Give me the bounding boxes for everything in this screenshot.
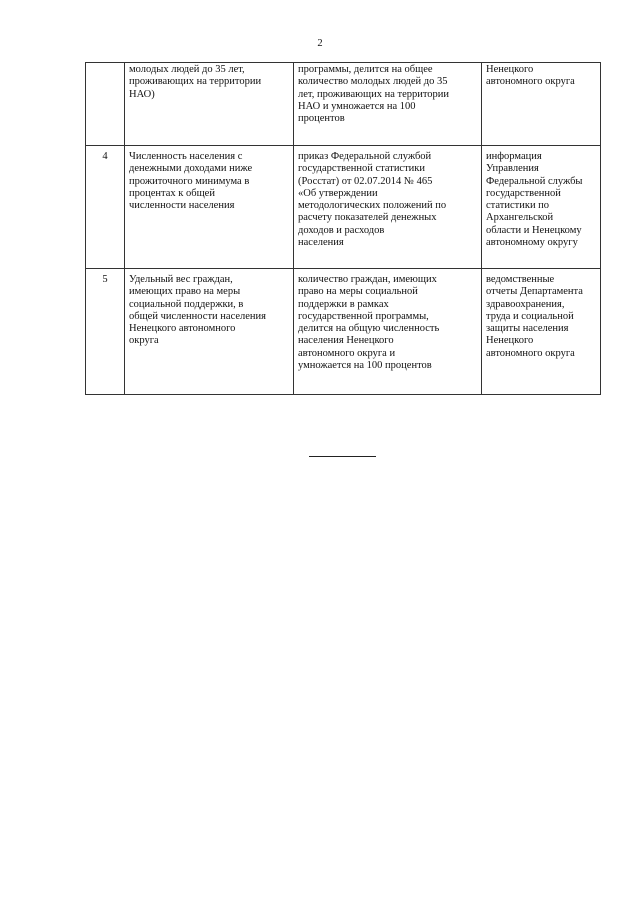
data-source-cell: информация Управления Федеральной службы государственной статистики по Архангельской области и Ненецкому автономному округу xyxy=(482,146,601,269)
table-row xyxy=(86,63,601,146)
row-number-cell xyxy=(86,63,125,146)
indicators-table xyxy=(85,62,601,395)
table-row xyxy=(86,269,601,395)
calculation-method-cell: приказ Федеральной службой государственной статистики (Росстат) от 02.07.2014 № 465 «Об утверждении методологических положений по расчету показателей денежных доходов и расходов населения xyxy=(294,146,482,269)
indicator-cell: молодых людей до 35 лет, проживающих на территории НАО) xyxy=(125,63,294,146)
data-source-cell: ведомственные отчеты Департамента здравоохранения, труда и социальной защиты населения Ненецкого автономного округа xyxy=(482,269,601,395)
data-source-cell: Ненецкого автономного округа xyxy=(482,63,601,146)
row-number-cell: 4 xyxy=(86,146,125,269)
indicator-cell: Удельный вес граждан, имеющих право на меры социальной поддержки, в общей численности населения Ненецкого автономного округа xyxy=(125,269,294,395)
page-number: 2 xyxy=(317,38,323,49)
row-number-cell: 5 xyxy=(86,269,125,395)
calculation-method-cell: программы, делится на общее количество молодых людей до 35 лет, проживающих на территории НАО и умножается на 100 процентов xyxy=(294,63,482,146)
end-of-document-line xyxy=(309,456,376,457)
calculation-method-cell: количество граждан, имеющих право на меры социальной поддержки в рамках государственной программы, делится на общую численность населения Ненецкого автономного округа и умножается на 100 процентов xyxy=(294,269,482,395)
indicator-cell: Численность населения с денежными доходами ниже прожиточного минимума в процентах к общей численности населения xyxy=(125,146,294,269)
table-row xyxy=(86,146,601,269)
